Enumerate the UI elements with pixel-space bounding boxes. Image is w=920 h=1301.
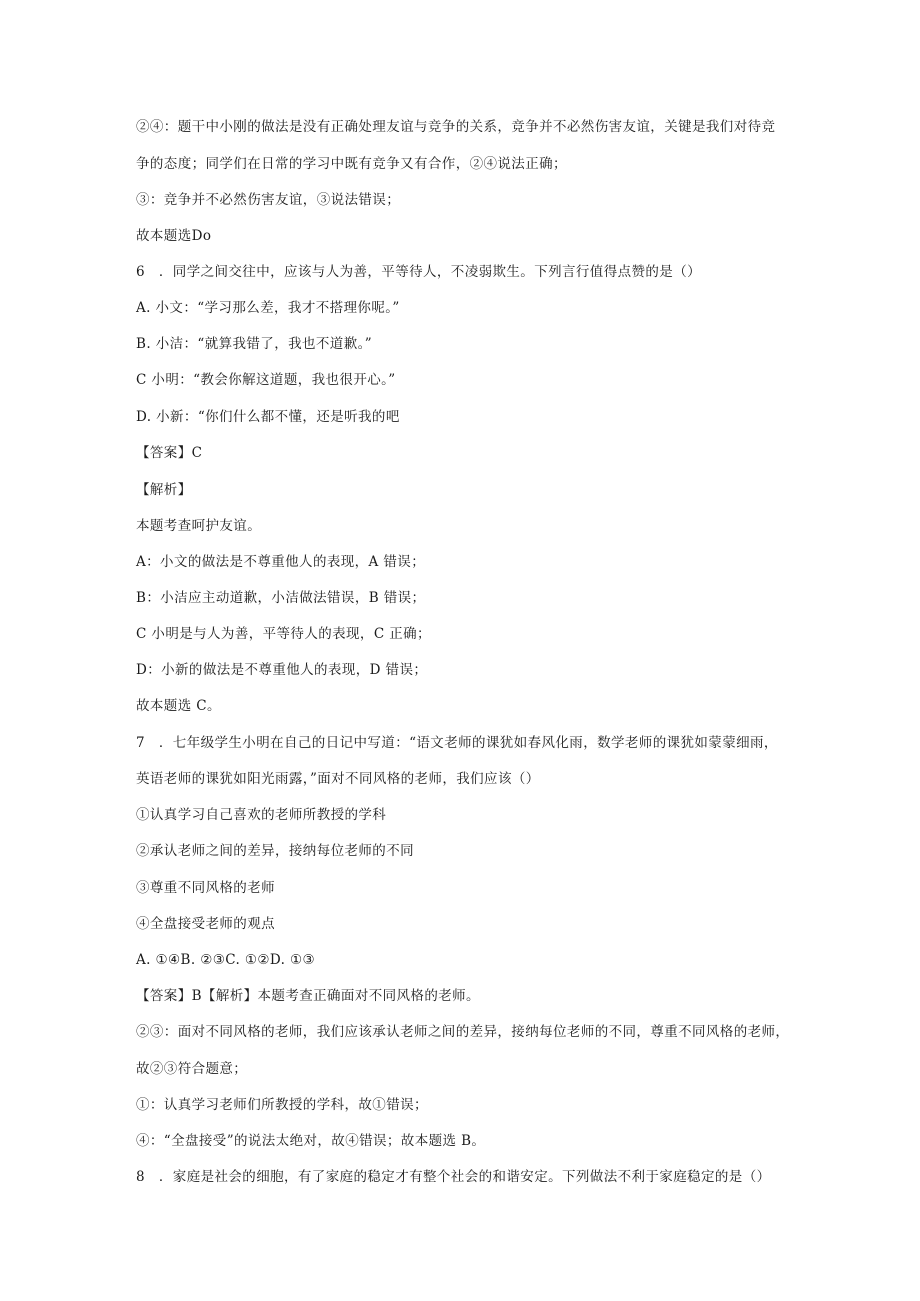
text-line: ①认真学习自己喜欢的老师所教授的学科 [136, 807, 387, 823]
answer-line: 【答案】B【解析】本题考查正确面对不同风格的老师。 [136, 988, 480, 1004]
text-line: ④全盘接受老师的观点 [136, 916, 275, 932]
text-line: ②③：面对不同风格的老师，我们应该承认老师之间的差异，接纳每位老师的不同，尊重不同风格的老师， [136, 1024, 790, 1040]
option-b: B. 小洁：“就算我错了，我也不道歉。” [136, 336, 373, 352]
text-line: 故本题选Do [136, 228, 212, 244]
option-a: A. 小文：“学习那么差，我才不搭理你呢。” [136, 300, 400, 316]
text-line: ②④：题干中小刚的做法是没有正确处理友谊与竞争的关系，竞争并不必然伤害友谊，关键是我们对待竞 [136, 119, 776, 135]
text-line: ②承认老师之间的差异，接纳每位老师的不同 [136, 843, 414, 859]
text-line: B：小洁应主动道歉，小洁做法错误，B 错误； [136, 590, 426, 606]
text-line: 故②③符合题意； [136, 1061, 248, 1077]
question-6: 6 ．同学之间交往中，应该与人为善，平等待人，不凌弱欺生。下列言行值得点赞的是（） [136, 264, 701, 280]
text-line: 故本题选 C。 [136, 698, 221, 714]
text-line: ④：“全盘接受”的说法太绝对，故④错误；故本题选 B。 [136, 1133, 486, 1149]
text-line: A：小文的做法是不尊重他人的表现，A 错误； [136, 554, 426, 570]
text-line: ①：认真学习老师们所教授的学科，故①错误； [136, 1097, 428, 1113]
option-d: D. 小新：“你们什么都不懂，还是听我的吧 [136, 409, 400, 425]
text-line: 争的态度；同学们在日常的学习中既有竞争又有合作，②④说法正确； [136, 156, 567, 172]
options-line: A. ①④B. ②③C. ①②D. ①③ [136, 952, 316, 968]
text-line: ③尊重不同风格的老师 [136, 880, 275, 896]
analysis-label: 【解析】 [136, 482, 192, 498]
text-line: 本题考查呵护友谊。 [136, 518, 262, 534]
option-c: C 小明：“教会你解这道题，我也很开心。” [136, 372, 396, 388]
question-8: 8 ．家庭是社会的细胞，有了家庭的稳定才有整个社会的和谐安定。下列做法不利于家庭稳定的是（） [136, 1169, 771, 1185]
question-7: 7 ．七年级学生小明在自己的日记中写道：“语文老师的课犹如春风化雨，数学老师的课犹如蒙蒙细雨， [136, 735, 778, 751]
text-line: ③：竞争并不必然伤害友谊，③说法错误； [136, 192, 401, 208]
answer-label: 【答案】C [136, 445, 203, 461]
text-line: D：小新的做法是不尊重他人的表现，D 错误； [136, 662, 428, 678]
text-line: C 小明是与人为善，平等待人的表现，C 正确； [136, 626, 431, 642]
text-line: 英语老师的课犹如阳光雨露，”面对不同风格的老师，我们应该（） [136, 771, 540, 787]
